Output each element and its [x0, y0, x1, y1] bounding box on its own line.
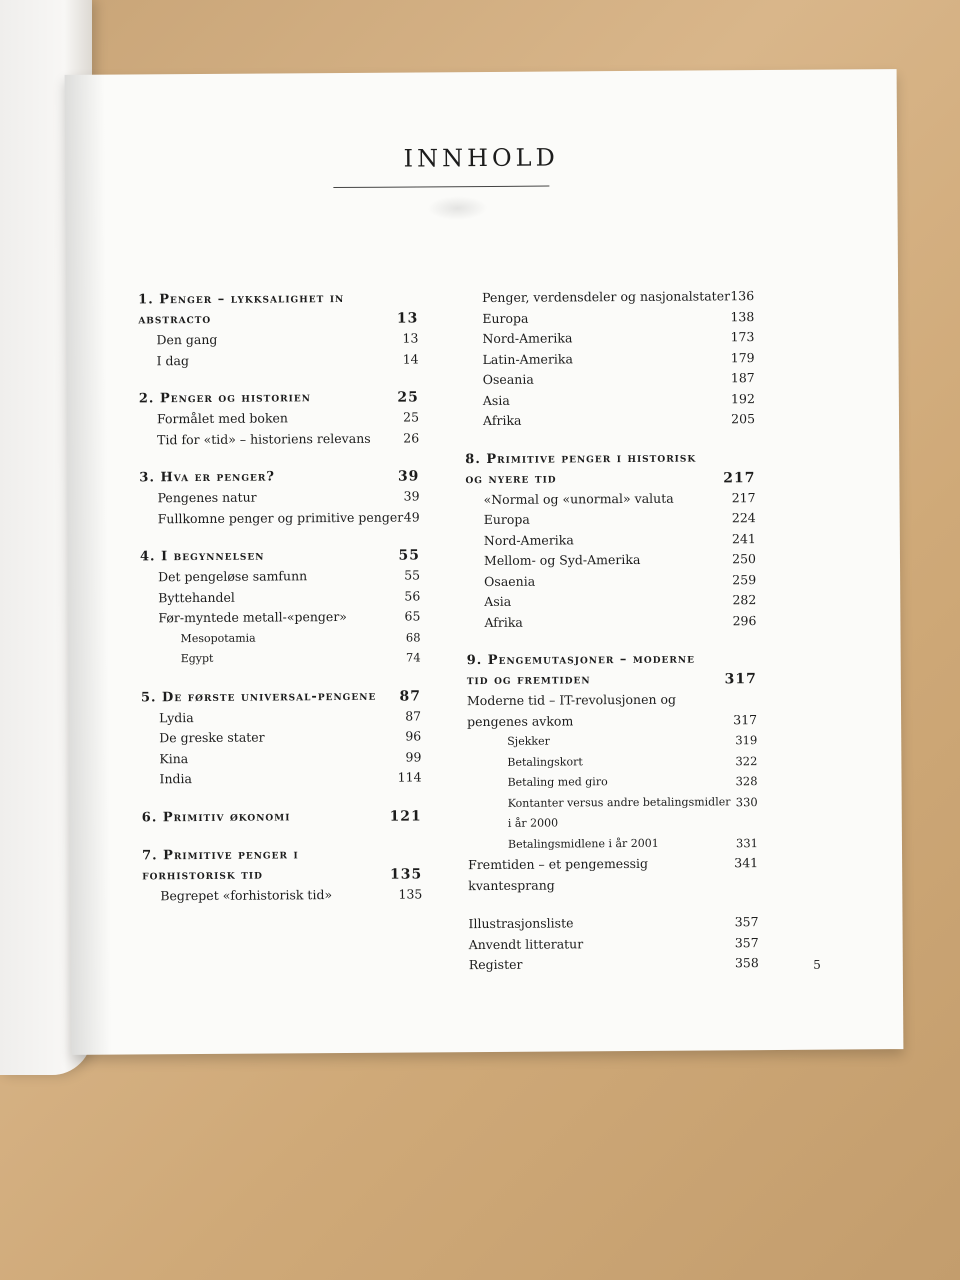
toc-entry — [468, 912, 758, 935]
toc-entry — [469, 933, 759, 956]
toc-entry — [138, 328, 418, 350]
toc-entry — [139, 407, 419, 429]
entry-page: 250 — [732, 551, 757, 567]
entry-page: 56 — [404, 587, 421, 604]
entry-label: Kontanter versus andre betalingsmidler i år 2000 — [507, 794, 731, 830]
toc-entry — [467, 751, 757, 774]
chapter-heading — [142, 844, 422, 886]
chapter-title: 3. Hva er penger? — [139, 469, 276, 486]
toc-section — [467, 649, 759, 896]
entry-page: 282 — [732, 592, 757, 608]
entry-page: 357 — [734, 934, 759, 950]
toc-entry — [468, 833, 758, 856]
entry-label: Nord-Amerika — [483, 531, 574, 548]
chapter-heading — [467, 649, 757, 691]
chapter-heading — [142, 806, 422, 828]
entry-page: 13 — [402, 330, 419, 346]
entry-label: Pengenes natur — [157, 489, 257, 506]
toc-entry — [467, 771, 757, 794]
entry-label: Begrepet «forhistorisk tid» — [160, 886, 333, 903]
entry-label: India — [159, 771, 193, 787]
toc-entry — [140, 586, 420, 608]
chapter-heading — [140, 545, 420, 567]
entry-page: 241 — [731, 530, 756, 546]
toc-section — [139, 387, 419, 450]
toc-entry — [464, 307, 754, 330]
chapter-heading — [141, 686, 421, 708]
toc-entry — [141, 706, 421, 728]
chapter-title: 9. Pengemutasjoner – moderne tid og fremtiden — [466, 651, 696, 689]
entry-page: 357 — [734, 914, 759, 930]
entry-label: Europa — [482, 310, 529, 326]
entry-page: 296 — [732, 612, 757, 628]
chapter-title: 8. Primitive penger i historisk og nyere tid — [465, 450, 697, 487]
entry-label: Moderne tid – IT-revolusjonen og — [466, 691, 677, 709]
entry-page: 187 — [730, 370, 755, 386]
entry-page: 341 — [734, 855, 759, 871]
entry-page: 358 — [734, 955, 759, 971]
toc-section — [464, 286, 755, 432]
entry-label: Kina — [159, 750, 189, 766]
entry-label: Betalingskort — [507, 754, 583, 769]
toc-entry — [467, 730, 757, 753]
entry-page: 138 — [730, 308, 755, 324]
entry-label: Anvendt litteratur — [468, 935, 584, 952]
toc-entry — [139, 349, 419, 371]
entry-page: 26 — [403, 429, 420, 446]
toc-entry — [142, 884, 422, 906]
entry-page: 114 — [397, 769, 422, 785]
entry-label: Før-myntede metall-«penger» — [158, 608, 347, 626]
toc-entry — [141, 747, 421, 769]
entry-label: Europa — [483, 511, 530, 528]
chapter-title: 2. Penger og historien — [138, 390, 311, 407]
entry-page: 192 — [730, 390, 755, 406]
toc-section — [468, 912, 758, 976]
toc-entry — [466, 508, 756, 531]
toc-page — [65, 69, 904, 1055]
chapter-page: 87 — [399, 687, 421, 705]
entry-label: I dag — [156, 352, 190, 368]
entry-page: 99 — [405, 748, 422, 765]
chapter-title: 6. Primitiv økonomi — [141, 808, 291, 825]
entry-page: 25 — [403, 409, 420, 425]
chapter-heading — [138, 288, 418, 330]
entry-label: Illustrasjonsliste — [468, 915, 574, 932]
toc-entry — [139, 486, 419, 508]
chapter-page: 317 — [724, 671, 757, 688]
toc-entry — [465, 409, 755, 432]
toc-left-column — [138, 288, 422, 924]
toc-entry — [465, 348, 755, 371]
toc-entry — [140, 565, 420, 587]
entry-label: De greske stater — [159, 729, 265, 746]
entry-page: 87 — [405, 707, 422, 724]
toc-section — [141, 686, 422, 790]
toc-entry — [141, 647, 421, 669]
entry-label: Asia — [482, 392, 510, 408]
entry-label: Byttehandel — [158, 589, 235, 605]
entry-label: Formålet med boken — [156, 410, 289, 427]
entry-page: 39 — [403, 488, 420, 504]
toc-section — [138, 288, 419, 371]
entry-label: Oseania — [482, 371, 534, 388]
entry-page: 49 — [403, 508, 420, 525]
entry-page: 135 — [398, 885, 423, 902]
entry-page: 330 — [735, 794, 758, 809]
entry-label: Sjekker — [507, 734, 550, 748]
entry-label: «Normal og «unormal» valuta — [483, 490, 674, 507]
chapter-heading — [139, 387, 419, 409]
entry-label: Tid for «tid» – historiens relevans — [157, 430, 371, 447]
entry-label: Mesopotamia — [180, 631, 256, 645]
entry-page: 173 — [730, 329, 755, 345]
chapter-title: 1. Penger – lykksalighet in abstracto — [138, 290, 345, 328]
title-rule — [333, 186, 549, 189]
chapter-heading — [465, 448, 755, 490]
toc-entry — [466, 590, 756, 613]
entry-page: 74 — [405, 650, 421, 665]
entry-label: Nord-Amerika — [482, 330, 573, 347]
toc-entry — [140, 627, 420, 649]
entry-label: Afrika — [484, 614, 523, 630]
toc-section — [142, 844, 422, 906]
entry-label: Fullkomne penger og primitive penger — [157, 509, 404, 526]
entry-page: 65 — [404, 608, 421, 624]
toc-entry — [468, 792, 758, 835]
toc-entry — [466, 549, 756, 572]
toc-entry — [467, 710, 757, 733]
toc-entry — [465, 488, 755, 511]
toc-entry — [469, 953, 759, 976]
entry-page: 217 — [731, 489, 756, 505]
chapter-page: 13 — [396, 310, 419, 327]
entry-label: pengenes avkom — [467, 712, 574, 729]
chapter-title: 7. Primitive penger i forhistorisk tid — [141, 846, 299, 883]
entry-page: 205 — [731, 411, 756, 427]
toc-section — [465, 448, 756, 634]
toc-entry — [465, 368, 755, 391]
toc-entry — [139, 428, 419, 450]
chapter-page: 55 — [398, 547, 421, 564]
entry-label: Betaling med giro — [507, 775, 608, 789]
chapter-page: 25 — [397, 389, 419, 406]
toc-entry — [141, 726, 421, 748]
chapter-page: 121 — [389, 807, 422, 825]
toc-entry — [140, 606, 420, 628]
entry-page: 136 — [730, 288, 755, 304]
page-number: 5 — [813, 957, 821, 972]
toc-section — [140, 545, 421, 669]
entry-page: 317 — [733, 711, 758, 727]
chapter-page: 135 — [389, 865, 423, 883]
smudge-mark — [427, 196, 487, 220]
entry-label: Penger, verdensdeler og nasjonalstater — [482, 288, 731, 306]
toc-entry — [465, 389, 755, 412]
entry-label: Fremtiden – et pengemessig kvantesprang — [468, 855, 649, 893]
toc-section — [142, 806, 422, 828]
chapter-page: 217 — [723, 469, 756, 486]
toc-entry — [468, 853, 758, 896]
entry-page: 319 — [735, 733, 758, 748]
entry-page: 55 — [404, 567, 421, 583]
entry-label: Latin-Amerika — [482, 350, 573, 367]
toc-entry — [466, 529, 756, 552]
page-title: INNHOLD — [403, 143, 559, 173]
entry-page: 96 — [405, 728, 422, 744]
chapter-title: 5. De første universal-pengene — [140, 688, 377, 705]
entry-label: Lydia — [159, 709, 194, 725]
chapter-title: 4. I begynnelsen — [139, 548, 265, 565]
chapter-page: 39 — [397, 468, 420, 485]
toc-right-column — [464, 286, 759, 994]
chapter-heading — [139, 466, 419, 488]
entry-page: 179 — [730, 349, 755, 365]
toc-entry — [466, 570, 756, 593]
entry-page: 328 — [735, 774, 758, 789]
toc-entry — [467, 689, 757, 712]
entry-page: 322 — [735, 753, 758, 768]
entry-page: 331 — [735, 835, 759, 850]
toc-entry — [464, 327, 754, 350]
entry-label: Asia — [484, 593, 512, 609]
entry-label: Osaenia — [484, 573, 536, 589]
toc-entry — [464, 286, 754, 309]
entry-label: Den gang — [156, 331, 218, 348]
gutter-shadow — [65, 75, 112, 1055]
entry-label: Afrika — [482, 412, 522, 429]
toc-entry — [466, 611, 756, 634]
toc-section — [139, 466, 419, 529]
entry-page: 14 — [402, 350, 419, 367]
entry-label: Egypt — [180, 651, 214, 666]
entry-label: Mellom- og Syd-Amerika — [483, 551, 641, 568]
entry-label: Betalingsmidlene i år 2001 — [507, 836, 659, 851]
entry-page: 259 — [732, 571, 757, 587]
entry-page: 224 — [731, 510, 756, 526]
entry-label: Register — [468, 956, 523, 973]
toc-entry — [141, 767, 421, 789]
entry-label: Det pengeløse samfunn — [158, 568, 308, 585]
entry-page: 68 — [405, 629, 421, 645]
toc-entry — [140, 507, 420, 529]
